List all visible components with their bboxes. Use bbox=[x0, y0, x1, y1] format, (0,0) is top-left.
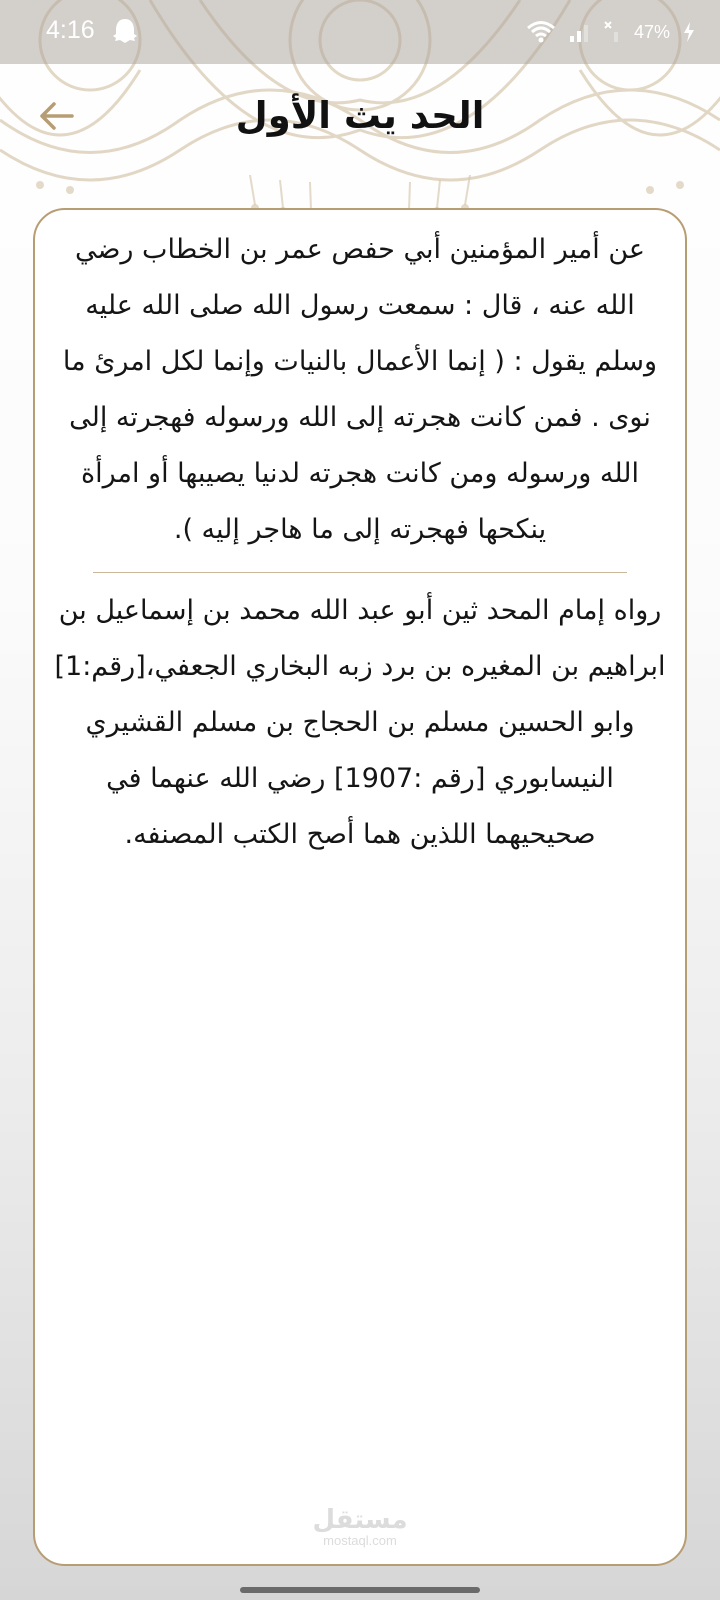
watermark-arabic: مستقل bbox=[312, 1505, 408, 1535]
ghost-icon bbox=[112, 17, 138, 45]
back-button[interactable] bbox=[30, 92, 82, 144]
arrow-left-icon bbox=[38, 101, 74, 135]
wifi-icon bbox=[526, 20, 556, 44]
narration-text: رواه إمام المحد ثين أبو عبد الله محمد بن إسماعيل بن ابراهيم بن المغيره بن برد زبه البخاري الجعفي،[رقم:1] وابو الحسين مسلم بن الحجاج بن مسلم القشيري النيسابوري [رقم :1907] رضي الله عنهما في صحيحيهما اللذين هما أصح الكتب المصنفه. bbox=[54, 595, 666, 850]
divider bbox=[93, 572, 627, 573]
content-card bbox=[33, 208, 687, 1566]
watermark bbox=[35, 1506, 685, 1548]
home-indicator[interactable] bbox=[240, 1587, 480, 1593]
status-bar bbox=[0, 0, 720, 64]
battery-icon bbox=[682, 21, 696, 43]
signal-icon bbox=[568, 21, 590, 43]
hadith-text: عن أمير المؤمنين أبي حفص عمر بن الخطاب رضي الله عنه ، قال : سمعت رسول الله صلى الله عليه وسلم يقول : ( إنما الأعمال بالنيات وإنما لكل امرئ ما نوى . فمن كانت هجرته إلى الله ورسوله فهجرته إلى الله ورسوله ومن كانت هجرته لدنيا يصيبها أو امرأة ينكحها فهجرته إلى ما هاجر إليه ). bbox=[62, 234, 658, 545]
status-time: 4:16 bbox=[46, 16, 95, 44]
page-title: الحد يث الأول bbox=[235, 94, 485, 137]
watermark-latin: mostaql.com bbox=[323, 1533, 397, 1548]
status-icons bbox=[526, 14, 696, 50]
battery-percentage: 47% bbox=[633, 21, 670, 42]
no-signal-icon bbox=[602, 20, 622, 44]
